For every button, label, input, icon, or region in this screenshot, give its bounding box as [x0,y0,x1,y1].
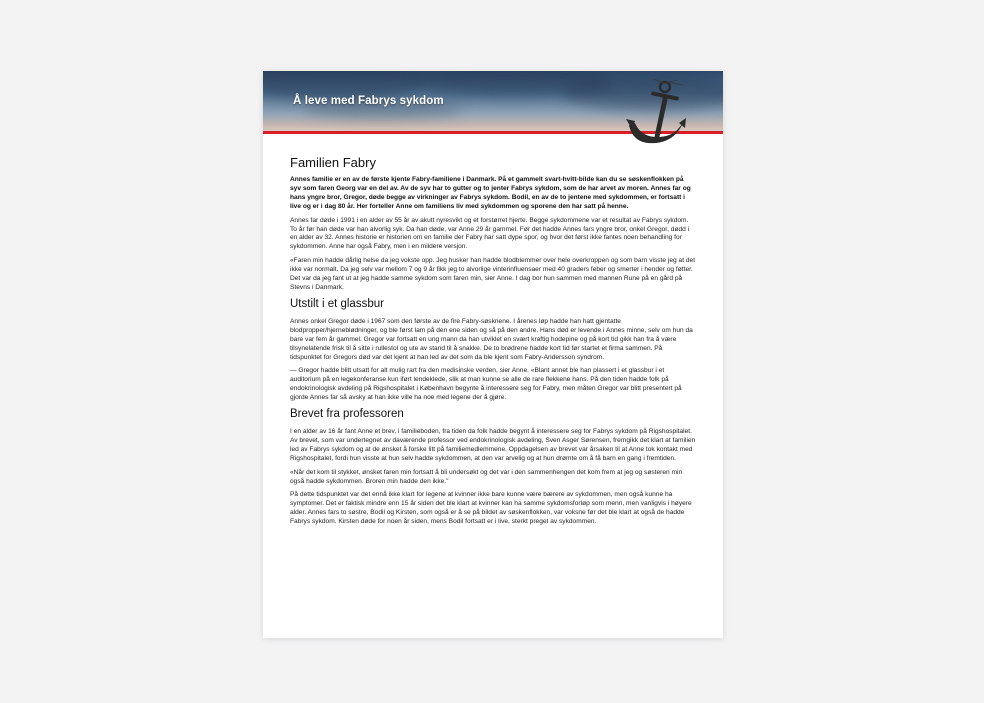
paragraph: «Faren min hadde dårlig helse da jeg vokste opp. Jeg husker han hadde blodblemmer over hele overkroppen og som barn visste jeg at det ikke var normalt. Da jeg selv var mellom 7 og 9 år fikk jeg to alvorlige vinterinfluensaer med 40 graders feber og smerter i hender og føtter. Det var da jeg fant ut at jeg hadde samme sykdom som faren min, sier Anne. I dag bor hun sammen med mannen Rune på en gård på Stevns i Danmark. [290,257,696,291]
paragraph: Annes far døde i 1991 i en alder av 55 år av akutt nyresvikt og et forstørret hjerte. Begge sykdommene var et resultat av Fabrys sykdom. To år før han døde var han alvorlig syk. Da han døde, var Anne 29 år gammel. Før det hadde Annes fars yngre bror, onkel Gregor, dødd i en alder av 32. Annes historie er historien om en familie der Fabry har satt dype spor, og hvor det først ikke fantes noen behandling for sykdommen. Anne har også Fabry, men i en mildere versjon. [290,216,690,251]
section-heading-brevet: Brevet fra professoren [290,408,404,421]
article-body [290,155,696,532]
section-heading-familien-fabry: Familien Fabry [290,155,376,170]
document-page [263,71,723,638]
paragraph: På dette tidspunktet var det ennå ikke klart for legene at kvinner ikke bare kunne være bærere av sykdommen, men også kunne ha symptomer. Det er faktisk mindre enn 15 år siden det ble klart at kvinner kan ha samme sykdomsforløp som menn, men vanligvis i høyere alder. Annes fars to søstre, Bodil og Kirsten, som også er å se på bildet av søskenflokken, var voksne før det ble klart at også de hadde Fabrys sykdom. Kirsten døde for noen år siden, mens Bodil fortsatt er i live, sterkt preget av sykdommen. [290,491,692,526]
section-heading-utstilt: Utstilt i et glassbur [290,297,384,310]
paragraph: «Når det kom til stykket, ønsket faren min fortsatt å bli undersøkt og det var i den sammenhengen det kom frem at jeg og søsteren min også hadde sykdommen. Broren min hadde den ikke." [290,468,683,485]
anchor-icon [623,79,693,155]
lead-paragraph: Annes familie er en av de første kjente Fabry-familiene i Danmark. På et gammelt svart-hvitt-bilde kan du se søskenflokken på syv som faren Georg var en del av. Av de syv har to gutter og to jenter Fabrys sykdom, som de har arvet av moren. Annes far og hans yngre bror, Gregor, døde begge av virkninger av Fabrys sykdom. Bodil, en av de to jentene med sykdommen, er fortsatt i live og er i dag 80 år. Her forteller Anne om familiens liv med sykdommen og sporene den har satt på henne. [290,176,691,210]
banner-title: Å leve med Fabrys sykdom [293,95,444,107]
paragraph: — Gregor hadde blitt utsatt for alt mulig rart fra den medisinske verden, sier Anne. «Blant annet ble han plassert i et glassbur i et auditorium på en legekonferanse kun iført lendeklede, slik at man kunne se alle de rare flekkene hans. På den tiden hadde folk på endokrinologisk avdeling på Rigshospitalet i København begynte å interessere seg for Fabry, men måten Gregor var blitt presentert på gjorde Annes far så avsky at han ikke ville ha noe med legene der å gjøre. [290,367,682,402]
paragraph: I en alder av 16 år fant Anne et brev, i familieboden, fra tiden da folk hadde begynt å interessere seg for Fabrys sykdom på Rigshospitalet. Av brevet, som var undertegnet av daværende professor ved endokrinologisk avdeling, Sven Asger Sørensen, fremgikk det klart at familien led av Fabrys sykdom og at de ønsket å forske litt på familiemedlemmene. Oppdagelsen av brevet var årsaken til at Anne tok kontakt med Rigshospitalet, fordi hun visste at hun selv hadde sykdommen, at den var arvelig og at hun drømte om å få barn en gang i fremtiden. [290,428,696,462]
paragraph: Annes onkel Gregor døde i 1967 som den første av de fire Fabry-søsknene. I årenes løp hadde han hatt gjentatte blodpropper/hjerneblødninger, og ble først lam på den ene siden og så på den andre. Hans død er levende i Annes minne, selv om hun da bare var fem år gammel. Gregor var fortsatt en ung mann da han utviklet en svært kraftig hodepine og på kort tid gikk han fra å være tilsynelatende frisk til å sitte i rullestol og ute av stand til å snakke. De to brødrene hadde kort tid før startet et firma sammen. På tidspunktet for Gregors død var det kjent at han led av det som da ble kjent som Fabry-Andersson syndrom. [290,317,693,361]
